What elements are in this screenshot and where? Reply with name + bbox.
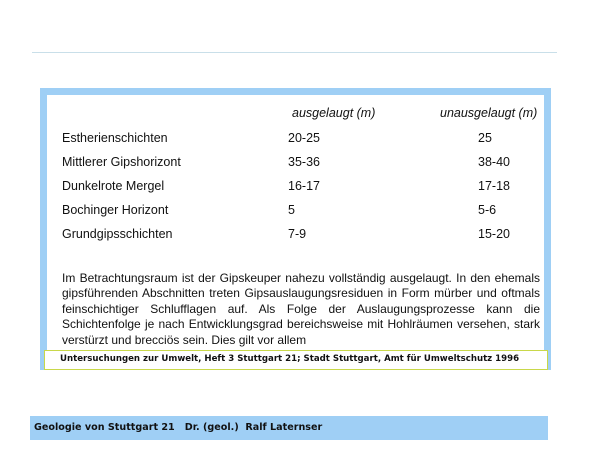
top-divider	[32, 52, 557, 53]
value-ausgelaugt: 20-25	[288, 131, 320, 145]
value-unausgelaugt: 38-40	[478, 155, 510, 169]
value-ausgelaugt: 35-36	[288, 155, 320, 169]
footer-author-line: Geologie von Stuttgart 21 Dr. (geol.) Ralf Laternser	[34, 422, 323, 433]
value-ausgelaugt: 7-9	[288, 227, 307, 241]
row-label: Estherienschichten	[62, 131, 168, 145]
row-label: Mittlerer Gipshorizont	[62, 155, 181, 169]
description-paragraph: Im Betrachtungsraum ist der Gipskeuper nahezu vollständig ausgelaugt. In den ehemals gipsführenden Abschnitten treten Gipsauslaugungsresiduen in Form mürber und oftmals feinschichtiger Schlufflagen auf. Als Folge der Auslaugungsprozesse kann die Schichtenfolge je nach Entwicklungsgrad bereichsweise mit Hohlräumen versehen, stark verstürzt und brecciös sein. Dies gilt vor allem	[62, 271, 540, 347]
value-ausgelaugt: 16-17	[288, 179, 320, 193]
column-header-unausgelaugt: unausgelaugt (m)	[440, 106, 538, 120]
row-label: Grundgipsschichten	[62, 227, 173, 241]
source-citation: Untersuchungen zur Umwelt, Heft 3 Stuttgart 21; Stadt Stuttgart, Amt für Umweltschutz 1996	[60, 354, 520, 364]
value-unausgelaugt: 5-6	[478, 203, 497, 217]
row-label: Dunkelrote Mergel	[62, 179, 165, 193]
row-label: Bochinger Horizont	[62, 203, 169, 217]
value-unausgelaugt: 15-20	[478, 227, 510, 241]
value-unausgelaugt: 17-18	[478, 179, 510, 193]
value-unausgelaugt: 25	[478, 131, 492, 145]
column-header-ausgelaugt: ausgelaugt (m)	[292, 106, 376, 120]
value-ausgelaugt: 5	[288, 203, 295, 217]
